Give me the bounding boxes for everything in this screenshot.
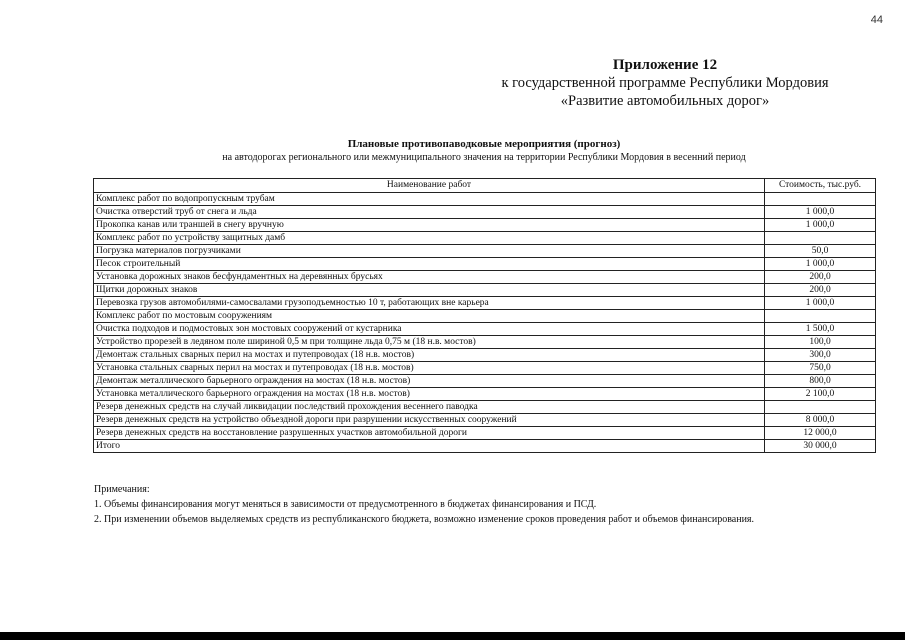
cost-cell: 8 000,0 [765,414,876,427]
scan-bottom-edge [0,632,905,640]
table-row [94,401,876,414]
table-row [94,323,876,336]
work-name-cell: Демонтаж стальных сварных перил на мостах и путепроводах (18 н.в. мостов) [94,349,765,362]
work-name-cell: Итого [94,440,765,453]
work-name-cell: Демонтаж металлического барьерного ограждения на мостах (18 н.в. мостов) [94,375,765,388]
work-name-cell: Щитки дорожных знаков [94,284,765,297]
table-row [94,193,876,206]
cost-cell: 30 000,0 [765,440,876,453]
work-name-cell: Прокопка канав или траншей в снегу вручную [94,219,765,232]
cost-cell [765,310,876,323]
work-name-cell: Установка стальных сварных перил на мостах и путепроводах (18 н.в. мостов) [94,362,765,375]
works-table [93,178,876,453]
note-item-2: 2. При изменении объемов выделяемых средств из республиканского бюджета, возможно изменение сроков проведения работ и объемов финансирования. [94,514,755,525]
cost-cell: 1 000,0 [765,258,876,271]
cost-cell: 12 000,0 [765,427,876,440]
table-row [94,245,876,258]
table-row [94,310,876,323]
work-name-cell: Комплекс работ по мостовым сооружениям [94,310,765,323]
cost-cell: 300,0 [765,349,876,362]
appendix-title: Приложение 12 [612,57,718,73]
work-name-cell: Очистка отверстий труб от снега и льда [94,206,765,219]
table-row [94,375,876,388]
work-name-cell: Комплекс работ по водопропускным трубам [94,193,765,206]
table-row [94,427,876,440]
table-row [94,440,876,453]
table-row [94,232,876,245]
document-title [94,138,874,164]
cost-cell: 1 000,0 [765,297,876,310]
cost-cell: 1 000,0 [765,219,876,232]
work-name-cell: Установка металлического барьерного ограждения на мостах (18 н.в. мостов) [94,388,765,401]
table-row [94,414,876,427]
work-name-cell: Комплекс работ по устройству защитных дамб [94,232,765,245]
table-row [94,271,876,284]
document-title-main: Плановые противопаводковые мероприятия (прогноз) [347,138,621,150]
table-row [94,297,876,310]
notes [94,482,874,527]
table-row [94,362,876,375]
cost-cell: 1 500,0 [765,323,876,336]
table-body [94,193,876,453]
work-name-cell: Погрузка материалов погрузчиками [94,245,765,258]
cost-cell: 800,0 [765,375,876,388]
table-row [94,258,876,271]
table-row [94,284,876,297]
notes-heading: Примечания: [94,484,150,495]
header-work-name: Наименование работ [94,179,765,193]
cost-cell: 2 100,0 [765,388,876,401]
cost-cell: 750,0 [765,362,876,375]
cost-cell [765,232,876,245]
table-row [94,388,876,401]
cost-cell [765,193,876,206]
appendix-line-1: к государственной программе Республики Мордовия [501,75,829,91]
table-row [94,349,876,362]
cost-cell: 1 000,0 [765,206,876,219]
appendix-line-2: «Развитие автомобильных дорог» [560,93,770,109]
cost-cell: 100,0 [765,336,876,349]
page-number: 44 [870,14,883,26]
appendix-header [455,56,875,110]
table-header-row [94,179,876,193]
work-name-cell: Резерв денежных средств на устройство объездной дороги при разрушении искусственных сооружений [94,414,765,427]
table-row [94,336,876,349]
document-title-sub: на автодорогах регионального или межмуниципального значения на территории Республики Мордовия в весенний период [222,152,746,163]
work-name-cell: Установка дорожных знаков бесфундаментных на деревянных брусьях [94,271,765,284]
work-name-cell: Резерв денежных средств на случай ликвидации последствий прохождения весеннего паводка [94,401,765,414]
cost-cell [765,401,876,414]
header-cost: Стоимость, тыс.руб. [765,179,876,193]
note-item-1: 1. Объемы финансирования могут меняться в зависимости от предусмотренного в бюджетах финансирования и ПСД. [94,499,597,510]
work-name-cell: Резерв денежных средств на восстановление разрушенных участков автомобильной дороги [94,427,765,440]
work-name-cell: Перевозка грузов автомобилями-самосвалами грузоподъемностью 10 т, работающих вне карьера [94,297,765,310]
work-name-cell: Песок строительный [94,258,765,271]
cost-cell: 200,0 [765,271,876,284]
cost-cell: 50,0 [765,245,876,258]
work-name-cell: Очистка подходов и подмостовых зон мостовых сооружений от кустарника [94,323,765,336]
cost-cell: 200,0 [765,284,876,297]
work-name-cell: Устройство прорезей в ледяном поле шириной 0,5 м при толщине льда 0,75 м (18 н.в. мостов) [94,336,765,349]
table-row [94,206,876,219]
table-row [94,219,876,232]
